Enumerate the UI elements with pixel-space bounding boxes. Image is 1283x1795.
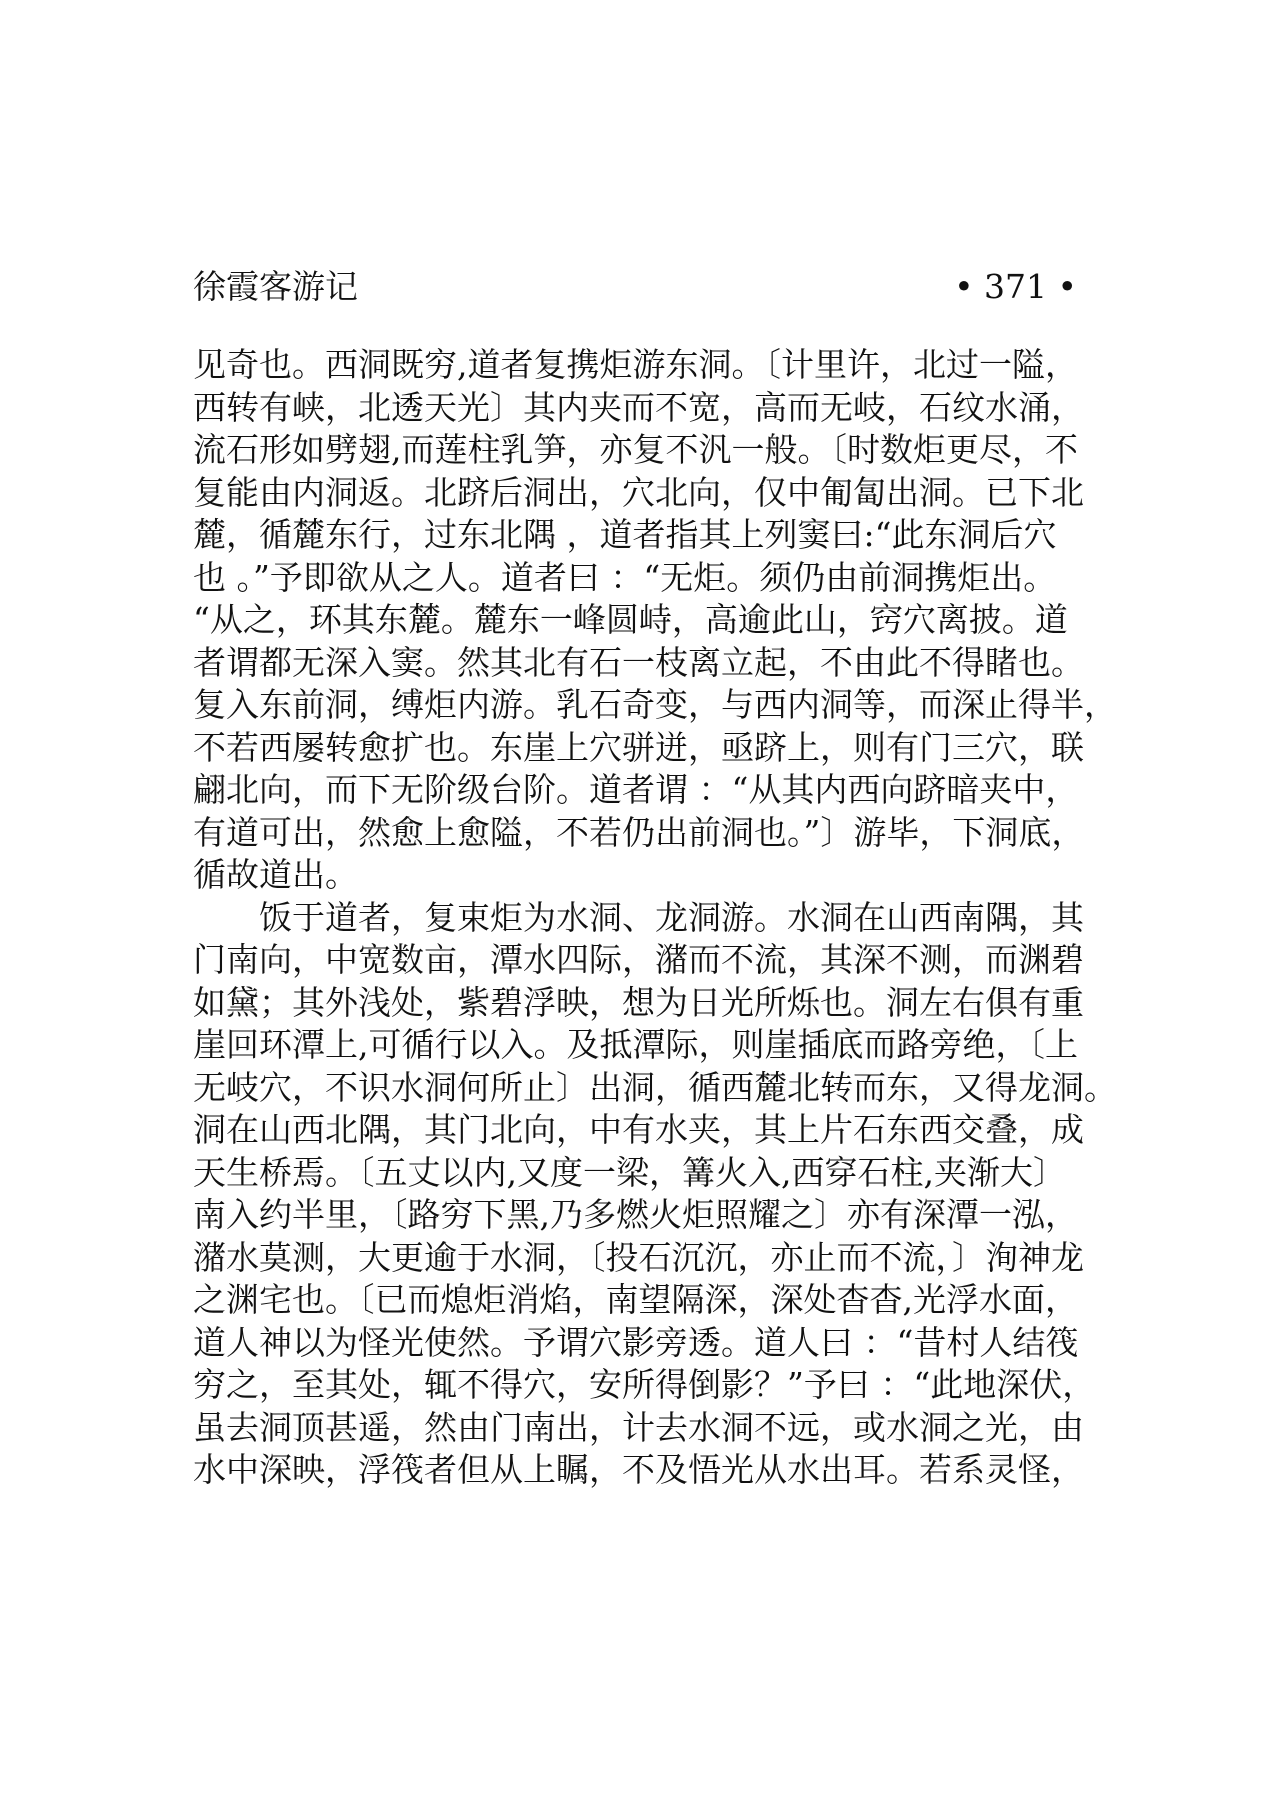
text-line: 复入东前洞，缚炬内游。乳石奇变，与西内洞等，而深止得半， (193, 685, 1117, 724)
text-line: 无岐穴，不识水洞何所止〕出洞，循西麓北转而东，又得龙洞。 (193, 1067, 1117, 1107)
paragraph-start-line: 饭于道者，复束炬为水洞、龙洞游。水洞在山西南隅，其 (259, 897, 1084, 937)
text-line: 穷之，至其处，辄不得穴，安所得倒影？”予曰 ：“此地深伏， (193, 1365, 1096, 1404)
text-line: “从之，环其东麓。麓东一峰圆峙，高逾此山，窍穴离披。道 (193, 600, 1068, 639)
running-header (193, 262, 1077, 312)
text-line: 也 。”予即欲从之人。道者曰 ：“无炬。须仍由前洞携炬出。 (193, 557, 1057, 597)
text-line: 见奇也。西洞既穷,道者复携炬游东洞。〔计里许，北过一隘， (193, 345, 1078, 384)
text-line: 翩北向，而下无阶级台阶。道者谓 ：“从其内西向跻暗夹中， (193, 770, 1079, 809)
text-line: 水中深映，浮筏者但从上瞩，不及悟光从水出耳。若系灵怪， (193, 1450, 1084, 1489)
text-line: 有道可出，然愈上愈隘，不若仍出前洞也。”〕游毕，下洞底， (193, 812, 1085, 852)
text-line: 门南向，中宽数亩，潭水四际，潴而不流，其深不测，而渊碧 (193, 940, 1084, 979)
text-line: 之渊宅也。〔已而熄炬消焰，南望隔深，深处杳杳,光浮水面， (193, 1280, 1078, 1319)
text-line: 流石形如劈翅,而莲柱乳笋，亦复不汎一般。〔时数炬更尽，不 (193, 430, 1078, 469)
text-line: 者谓都无深入窦。然其北有石一枝离立起，不由此不得睹也。 (193, 642, 1084, 682)
page-number: • 371 • (954, 267, 1077, 306)
book-title: 徐霞客游记 (193, 267, 358, 306)
text-line: 虽去洞顶甚遥，然由门南出，计去水洞不远，或水洞之光，由 (193, 1407, 1084, 1447)
text-line: 洞在山西北隅，其门北向，中有水夹，其上片石东西交叠，成 (193, 1110, 1084, 1149)
text-line: 循故道出。 (193, 855, 358, 894)
text-line: 麓，循麓东行，过东北隅 ，道者指其上列窦曰:“此东洞后穴 (193, 515, 1057, 554)
text-line: 天生桥焉。〔五丈以内,又度一梁，篝火入,西穿石柱,夹渐大〕 (193, 1152, 1066, 1192)
text-line: 南入约半里，〔路穷下黑,乃多燃火炬照耀之〕亦有深潭一泓， (193, 1195, 1078, 1234)
text-line: 崖回环潭上,可循行以入。及抵潭际，则崖插底而路旁绝，〔上 (193, 1025, 1078, 1064)
text-line: 道人神以为怪光使然。予谓穴影旁透。道人曰 ：“昔村人结筏 (193, 1322, 1079, 1362)
text-line: 西转有峡，北透天光〕其内夹而不宽，高而无岐，石纹水涌， (193, 387, 1084, 427)
body-text (193, 344, 1117, 1492)
text-line: 如黛；其外浅处，紫碧浮映，想为日光所烁也。洞左右俱有重 (193, 982, 1084, 1022)
text-line: 复能由内洞返。北跻后洞出，穴北向，仅中匍匐出洞。已下北 (193, 472, 1084, 512)
text-line: 潴水莫测，大更逾于水洞，〔投石沉沉，亦止而不流，〕洵神龙 (193, 1237, 1084, 1277)
text-line: 不若西屡转愈扩也。东崖上穴骈迸，亟跻上，则有门三穴，联 (193, 727, 1084, 767)
